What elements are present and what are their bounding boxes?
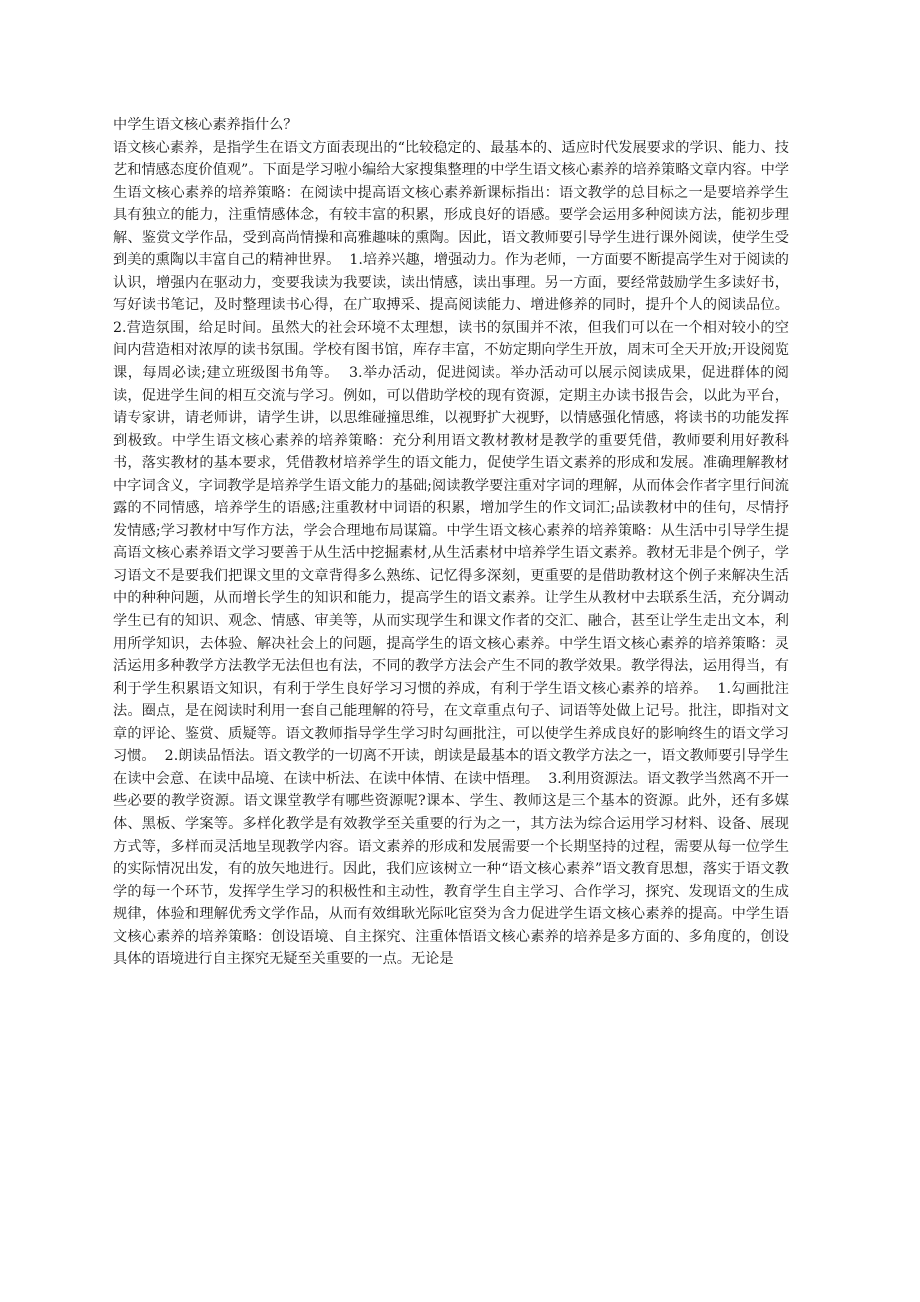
document-page: [113, 114, 799, 971]
document-title: 中学生语文核心素养指什么？: [113, 117, 298, 133]
document-body: 语文核心素养，是指学生在语文方面表现出的“比较稳定的、最基本的、适应时代发展要求的学识、能力、技艺和情感态度价值观”。下面是学习啦小编给大家搜集整理的中学生语文核心素养的培养策略文章内容。中学生语文核心素养的培养策略：在阅读中提高语文核心素养新课标指出：语文教学的总目标之一是要培养学生具有独立的能力，注重情感体念，有较丰富的积累，形成良好的语感。要学会运用多种阅读方法，能初步理解、鉴赏文学作品，受到高尚情操和高雅趣味的熏陶。因此，语文教师要引导学生进行课外阅读，使学生受到美的熏陶以丰富自己的精神世界。 1.培养兴趣，增强动力。作为老师，一方面要不断提高学生对于阅读的认识，增强内在驱动力，变要我读为我要读，读出情感，读出事理。另一方面，要经常鼓励学生多读好书，写好读书笔记，及时整理读书心得，在广取搏采、提高阅读能力、增进修养的同时，提升个人的阅读品位。 2.营造氛围，给足时间。虽然大的社会环境不太理想，读书的氛围并不浓，但我们可以在一个相对较小的空间内营造相对浓厚的读书氛围。学校有图书馆，库存丰富，不妨定期向学生开放，周末可全天开放;开设阅览课，每周必读;建立班级图书角等。 3.举办活动，促进阅读。举办活动可以展示阅读成果，促进群体的阅读，促进学生间的相互交流与学习。例如，可以借助学校的现有资源，定期主办读书报告会，以此为平台，请专家讲，请老师讲，请学生讲，以思维碰撞思维，以视野扩大视野，以情感强化情感，将读书的功能发挥到极致。中学生语文核心素养的培养策略：充分利用语文教材教材是教学的重要凭借，教师要利用好教科书，落实教材的基本要求，凭借教材培养学生的语文能力，促使学生语文素养的形成和发展。准确理解教材中字词含义，字词教学是培养学生语文能力的基础;阅读教学要注重对字词的理解，从而体会作者字里行间流露的不同情感，培养学生的语感;注重教材中词语的积累，增加学生的作文词汇;品读教材中的佳句，尽情抒发情感;学习教材中写作方法，学会合理地布局谋篇。中学生语文核心素养的培养策略：从生活中引导学生提高语文核心素养语文学习要善于从生活中挖掘素材,从生活素材中培养学生语文素养。教材无非是个例子，学习语文不是要我们把课文里的文章背得多么熟练、记忆得多深刻，更重要的是借助教材这个例子来解决生活中的种种问题，从而增长学生的知识和能力，提高学生的语文素养。让学生从教材中去联系生活，充分调动学生已有的知识、观念、情感、审美等，从而实现学生和课文作者的交汇、融合，甚至让学生走出文本，利用所学知识，去体验、解决社会上的问题，提高学生的语文核心素养。中学生语文核心素养的培养策略：灵活运用多种教学方法教学无法但也有法，不同的教学方法会产生不同的教学效果。教学得法，运用得当，有利于学生积累语文知识，有利于学生良好学习习惯的养成，有利于学生语文核心素养的培养。 1.勾画批注法。圈点，是在阅读时利用一套自己能理解的符号，在文章重点句子、词语等处做上记号。批注，即指对文章的评论、鉴赏、质疑等。语文教师指导学生学习时勾画批注，可以使学生养成良好的影响终生的语文学习习惯。 2.朗读品悟法。语文教学的一切离不开读，朗读是最基本的语文教学方法之一，语文教师要引导学生在读中会意、在读中品境、在读中析法、在读中体情、在读中悟理。 3.利用资源法。语文教学当然离不开一些必要的教学资源。语文课堂教学有哪些资源呢?课本、学生、教师这是三个基本的资源。此外，还有多媒体、黑板、学案等。多样化教学是有效教学至关重要的行为之一，其方法为综合运用学习材料、设备、展现方式等，多样而灵活地呈现教学内容。语文素养的形成和发展需要一个长期坚持的过程，需要从每一位学生的实际情况出发，有的放矢地进行。因此，我们应该树立一种“语文核心素养”语文教育思想，落实于语文教学的每一个环节，发挥学生学习的积极性和主动性，教育学生自主学习、合作学习，探究、发现语文的生成规律，体验和理解优秀文学作品，从而有效缉耿光际叱宦癸为含力促进学生语文核心素养的提高。中学生语文核心素养的培养策略：创设语境、自主探究、注重体悟语文核心素养的培养是多方面的、多角度的，创设具体的语境进行自主探究无疑至关重要的一点。无论是: [113, 139, 799, 968]
